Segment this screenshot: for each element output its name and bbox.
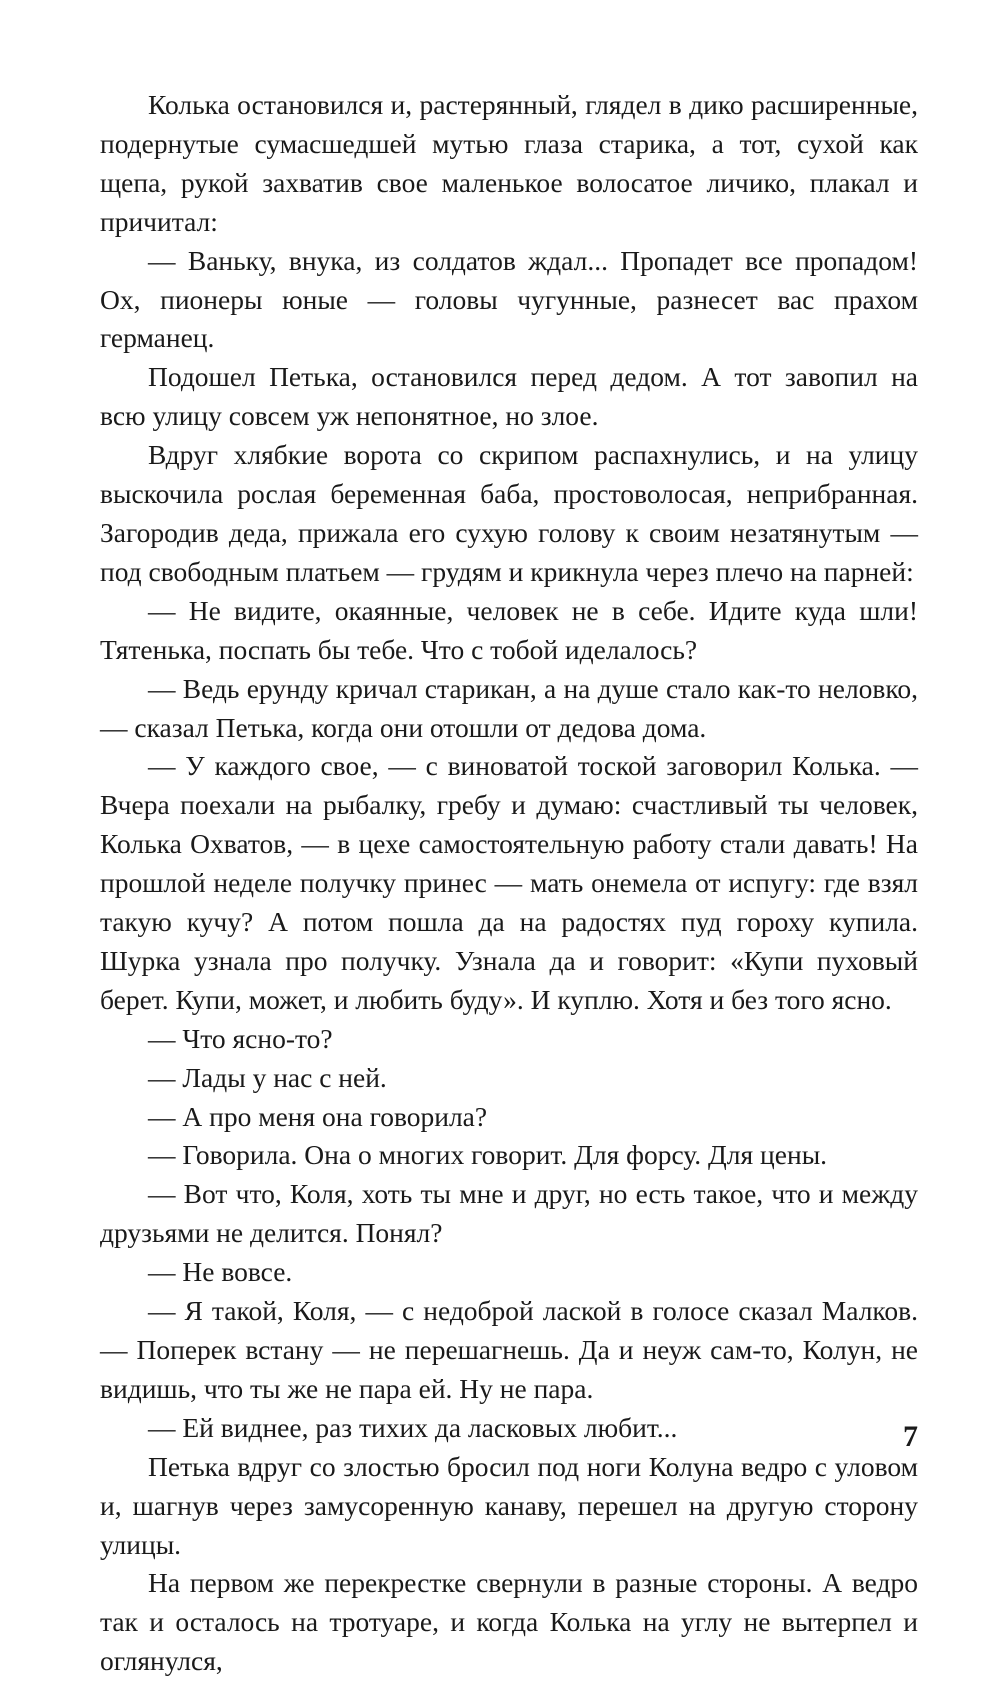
paragraph-12: — Вот что, Коля, хоть ты мне и друг, но есть такое, что и между друзьями не делится. Понял?: [100, 1178, 918, 1249]
body-text: [100, 86, 918, 1681]
paragraph-13: — Не вовсе.: [148, 1256, 293, 1288]
paragraph-17: На первом же перекрестке свернули в разные стороны. А ведро так и осталось на тротуаре, и когда Колька на углу не вытерпел и оглянулся,: [100, 1567, 918, 1677]
paragraph-2: — Ваньку, внука, из солдатов ждал... Пропадет все пропадом! Ох, пионеры юные — головы чугунные, разнесет вас прахом германец.: [100, 244, 918, 354]
paragraph-3: Подошел Петька, остановился перед дедом. А тот завопил на всю улицу совсем уж непонятное, но злое.: [100, 361, 918, 432]
paragraph-7: — У каждого свое, — с виноватой тоской заговорил Колька. — Вчера поехали на рыбалку, гребу и думаю: счастливый ты человек, Колька Охватов, — в цехе самостоятельную работу стали давать! На прошлой неделе получку принес — мать онемела от испугу: где взял такую кучу? А потом пошла да на радостях пуд гороху купила. Шурка узнала про получку. Узнала да и говорит: «Купи пуховый берет. Купи, может, и любить буду». И куплю. Хотя и без того ясно.: [100, 750, 918, 1015]
paragraph-8: — Что ясно-то?: [148, 1022, 333, 1054]
paragraph-4: Вдруг хлябкие ворота со скрипом распахнулись, и на улицу выскочила рослая беременная баба, простоволосая, неприбранная. Загородив деда, прижала его сухую голову к своим незатянутым — под свободным платьем — грудям и крикнула через плечо на парней:: [100, 439, 918, 587]
paragraph-11: — Говорила. Она о многих говорит. Для форсу. Для цены.: [148, 1139, 828, 1171]
paragraph-16: Петька вдруг со злостью бросил под ноги Колуна ведро с уловом и, шагнув через замусоренную канаву, перешел на другую сторону улицы.: [100, 1450, 918, 1560]
page-number: 7: [903, 1420, 918, 1453]
paragraph-6: — Ведь ерунду кричал старикан, а на душе стало как-то неловко, — сказал Петька, когда они отошли от дедова дома.: [100, 672, 918, 743]
paragraph-10: — А про меня она говорила?: [148, 1100, 488, 1132]
paragraph-1: Колька остановился и, растерянный, глядел в дико расширенные, подернутые сумасшедшей мутью глаза старика, а тот, сухой как щепа, рукой захватив свое маленькое волосатое личико, плакал и причитал:: [100, 89, 918, 237]
paragraph-5: — Не видите, окаянные, человек не в себе. Идите куда шли! Тятенька, поспать бы тебе. Что с тобой иделалось?: [100, 594, 918, 665]
paragraph-15: — Ей виднее, раз тихих да ласковых любит...: [148, 1411, 678, 1443]
paragraph-9: — Лады у нас с ней.: [148, 1061, 387, 1093]
paragraph-14: — Я такой, Коля, — с недоброй лаской в голосе сказал Малков. — Поперек встану — не перешагнешь. Да и неуж сам-то, Колун, не видишь, что ты же не пара ей. Ну не пара.: [100, 1295, 918, 1404]
